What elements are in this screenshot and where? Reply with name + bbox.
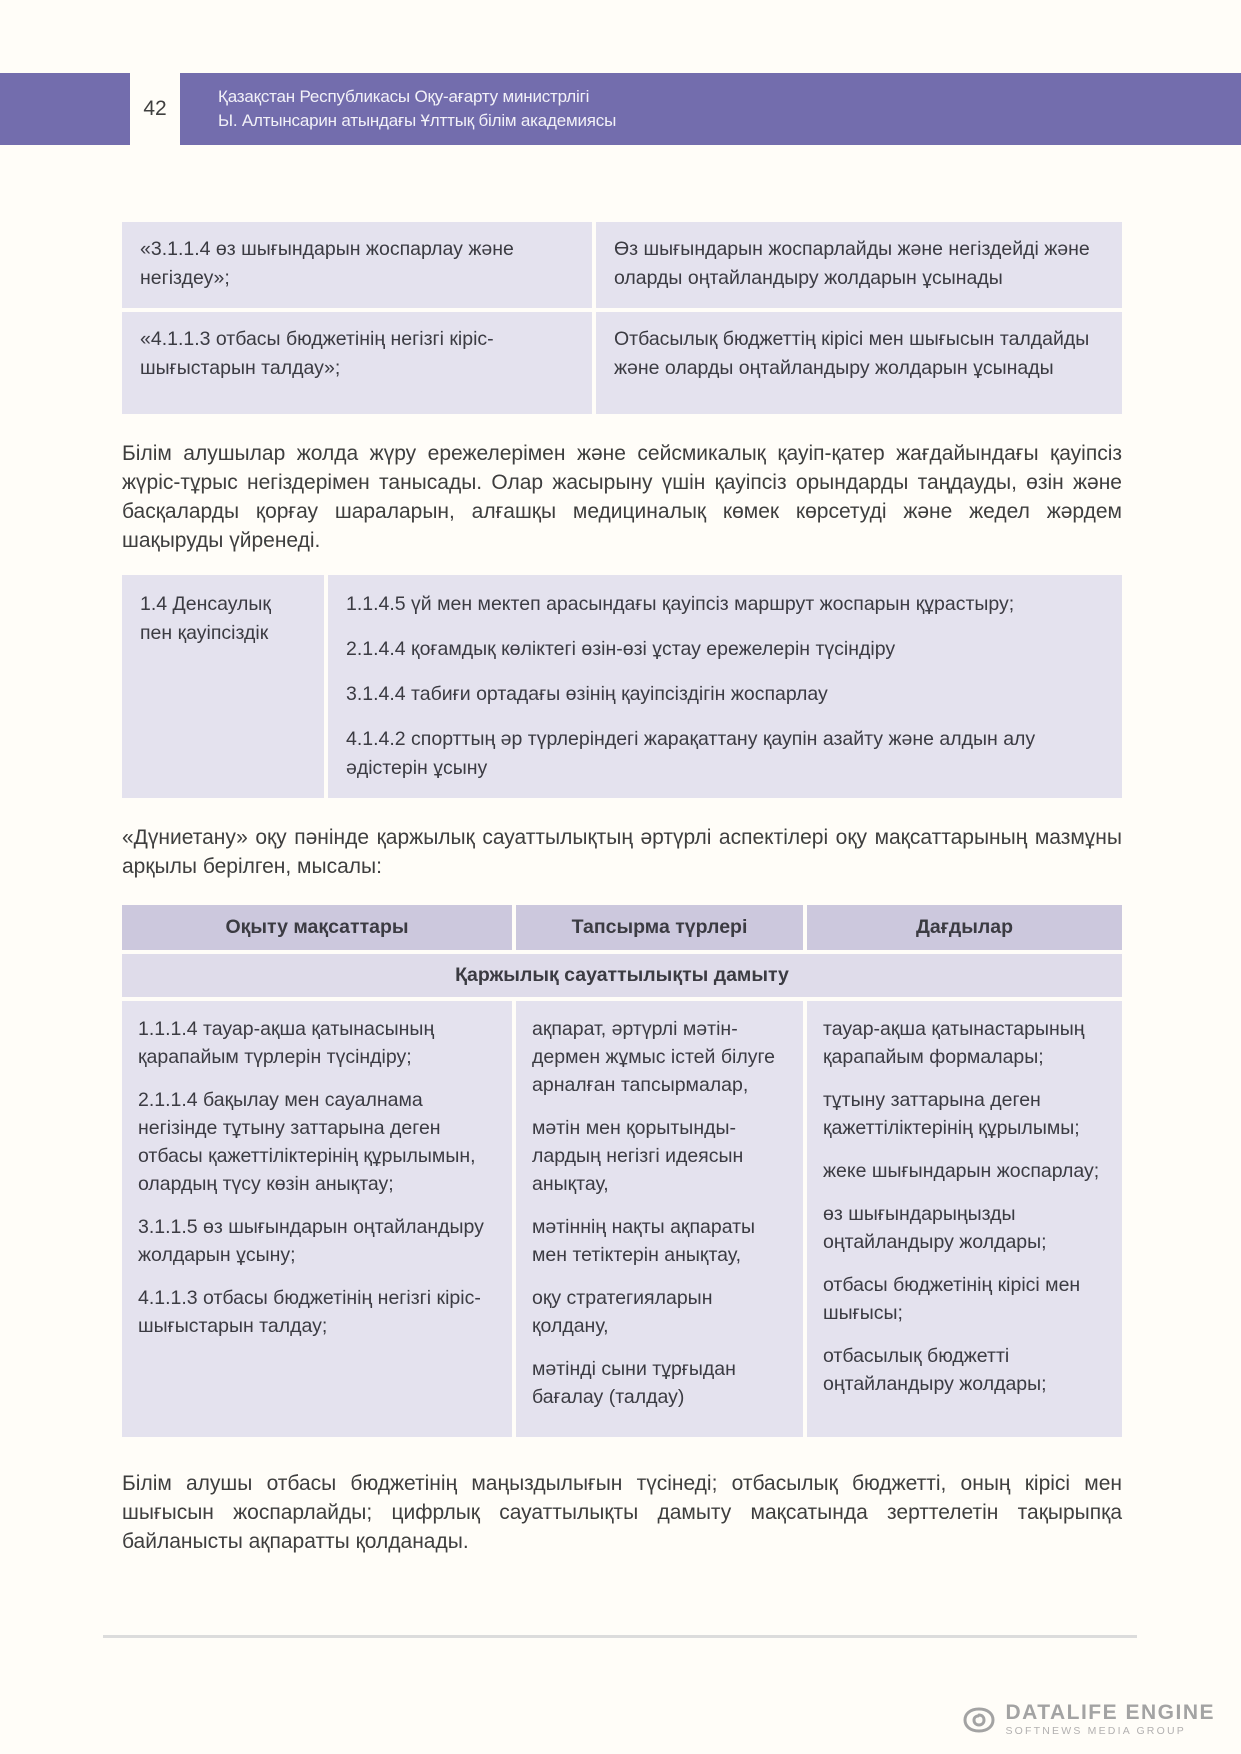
skill-item: жеке шығындарын жоспарлау; xyxy=(823,1160,1100,1182)
skills-cell xyxy=(807,1001,1122,1437)
conclusion-paragraph: Білім алушы отбасы бюджетінің маңыздылығын түсінеді; отбасылық бюджетті, оның кірісі мен шығысын жоспарлайды; цифрлық сауаттылықты дамыту мақсатында зерттелетін тақырыпқа байланысты ақпаратты қолданады. xyxy=(122,1472,1122,1553)
tasks-cell xyxy=(516,1001,803,1437)
skill-item: өз шығындарыңызды оңтайландыру жолдары; xyxy=(823,1203,1047,1253)
objective-outcome-cell: Отбасылық бюджеттің кірісі мен шығысын талдайды және оларды оңтайландыру жолдарын ұсынады xyxy=(596,312,1122,414)
table-section-row: Қаржылық сауаттылықты дамыту xyxy=(122,954,1122,997)
task-item: мәтінді сыни тұрғыдан бағалау (талдау) xyxy=(532,1358,736,1408)
brand-name: DATALIFE ENGINE xyxy=(1005,1701,1215,1724)
objective-outcome-cell: Өз шығындарын жоспарлайды және негіздейді және оларды оңтайландыру жолдарын ұсынады xyxy=(596,222,1122,308)
column-header-skills: Дағдылар xyxy=(807,905,1122,950)
task-item: мәтін мен қорытындылардың негізгі идеясын анықтау, xyxy=(532,1117,744,1195)
task-item: оқу стратегияларын қолдану, xyxy=(532,1287,713,1337)
skill-item: тұтыну заттарына деген қажеттіліктерінің құрылымы; xyxy=(823,1089,1080,1139)
section-title-cell: 1.4 Денсаулық пен қауіпсіздік xyxy=(122,575,324,798)
section-objectives-cell xyxy=(328,575,1122,798)
objective-item: 3.1.4.4 табиғи ортадағы өзінің қауіпсіздігін жоспарлау xyxy=(346,683,828,705)
objective-code-cell: «4.1.1.3 отбасы бюджетінің негізгі кіріс-шығыстарын талдау»; xyxy=(122,312,592,414)
header-title-line2: Ы. Алтынсарин атындағы Ұлттық білім академиясы xyxy=(218,111,617,130)
skill-item: отбасылық бюджетті оңтайландыру жолдары; xyxy=(823,1345,1047,1395)
goal-item: 4.1.1.3 отбасы бюджетінің негізгі кіріс-шығыстарын талдау; xyxy=(138,1287,481,1337)
column-header-goals: Оқыту мақсаттары xyxy=(122,905,512,950)
task-item: мәтіннің нақты ақпараты мен тетіктерін анықтау, xyxy=(532,1216,756,1266)
goals-cell xyxy=(122,1001,512,1437)
goal-item: 1.1.1.4 тауар-ақша қатынасының қарапайым түрлерін түсіндіру; xyxy=(138,1018,435,1068)
skill-item: отбасы бюджетінің кірісі мен шығысы; xyxy=(823,1274,1081,1324)
task-item: ақпарат, әртүрлі мәтіндермен жұмыс істей білуге арналған тапсырмалар, xyxy=(532,1018,775,1096)
footer-divider xyxy=(103,1635,1137,1638)
page-number: 42 xyxy=(143,97,167,120)
goal-item: 2.1.1.4 бақылау мен сауалнама негізінде тұтыну заттарына деген отбасы қажеттіліктерінің құрылымын, олардың түсу көзін анықтау; xyxy=(138,1089,476,1195)
datalife-eye-icon xyxy=(962,1703,996,1737)
brand-text-block xyxy=(1005,1703,1215,1737)
objective-item: 1.1.4.5 үй мен мектеп арасындағы қауіпсіз маршрут жоспарын құрастыру; xyxy=(346,593,1015,615)
financial-literacy-table xyxy=(122,905,1122,1437)
header-bar xyxy=(180,73,1241,145)
road-safety-paragraph: Білім алушылар жолда жүру ережелерімен және сейсмикалық қауіп-қатер жағдайындағы қауіпсіз жүріс-тұрыс негіздерімен танысады. Олар жасырыну үшін қауіпсіз орындарды таңдауды, өзін және басқаларды қорғау шараларын, алғашқы медициналық көмек көрсетуді және жедел жәрдем шақыруды үйренеді. xyxy=(122,442,1122,552)
header-bar-left-segment xyxy=(0,73,130,145)
skill-item: тауар-ақша қатынастарының қарапайым формалары; xyxy=(823,1018,1085,1068)
objective-item: 2.1.4.4 қоғамдық көліктегі өзін-өзі ұстау ережелерін түсіндіру xyxy=(346,638,896,660)
objectives-outcomes-table xyxy=(122,222,1122,414)
goal-item: 3.1.1.5 өз шығындарын оңтайландыру жолдарын ұсыну; xyxy=(138,1216,484,1266)
objective-item: 4.1.4.2 спорттың әр түрлеріндегі жарақаттану қаупін азайту және алдын алу әдістерін ұсыну xyxy=(346,728,1036,779)
objective-code-cell: «3.1.1.4 өз шығындарын жоспарлау және негіздеу»; xyxy=(122,222,592,308)
datalife-logo xyxy=(962,1703,1215,1737)
page-header xyxy=(0,73,1241,145)
column-header-tasks: Тапсырма түрлері xyxy=(516,905,803,950)
brand-subtitle: SOFTNEWS MEDIA GROUP xyxy=(1005,1725,1186,1737)
page-content xyxy=(122,222,1122,1556)
health-safety-table xyxy=(122,575,1122,798)
intro-paragraph: «Дүниетану» оқу пәнінде қаржылық сауаттылықтың әртүрлі аспектілері оқу мақсаттарының мазмұны арқылы берілген, мысалы: xyxy=(122,826,1122,878)
header-title-line1: Қазақстан Республикасы Оқу-ағарту министрлігі xyxy=(218,87,590,106)
